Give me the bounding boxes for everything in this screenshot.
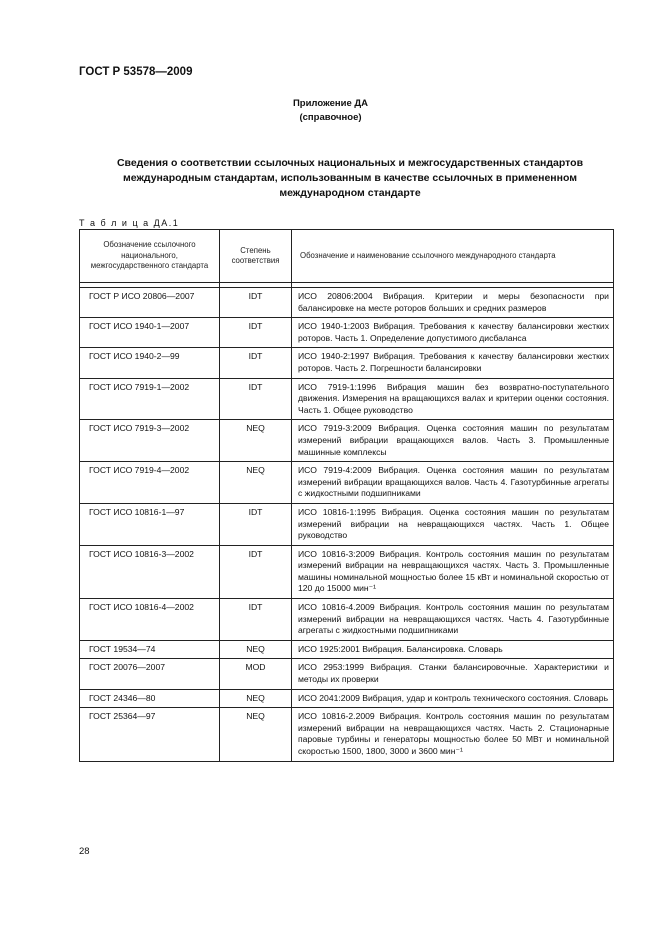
header-national-standard: Обозначение ссылочного национального, межгосударственного стандарта bbox=[80, 230, 220, 283]
national-standard-cell: ГОСТ ИСО 7919-4—2002 bbox=[80, 462, 220, 504]
table-row bbox=[80, 462, 614, 504]
table-label: Т а б л и ц а ДА.1 bbox=[79, 218, 180, 228]
degree-cell: NEQ bbox=[220, 640, 292, 659]
header-degree: Степень соответствия bbox=[220, 230, 292, 283]
appendix-title: Приложение ДА bbox=[292, 98, 369, 109]
table-row bbox=[80, 420, 614, 462]
degree-cell: NEQ bbox=[220, 462, 292, 504]
international-standard-cell: ИСО 2953:1999 Вибрация. Станки балансировочные. Характеристики и методы их проверки bbox=[292, 659, 614, 689]
table-row bbox=[80, 659, 614, 689]
table-header-row bbox=[80, 230, 614, 283]
international-standard-cell: ИСО 7919-4:2009 Вибрация. Оценка состояния машин по результатам измерений вибрации вращающихся валов. Часть 4. Газотурбинные агрегаты с жидкостными подшипниками bbox=[292, 462, 614, 504]
national-standard-cell: ГОСТ 24346—80 bbox=[80, 689, 220, 708]
table-row bbox=[80, 708, 614, 761]
degree-cell: NEQ bbox=[220, 708, 292, 761]
page-number: 28 bbox=[79, 846, 90, 857]
international-standard-cell: ИСО 10816-1:1995 Вибрация. Оценка состояния машин по результатам измерений вибрации на невращающихся частях. Часть 1. Общее руководство bbox=[292, 503, 614, 545]
degree-cell: IDT bbox=[220, 378, 292, 420]
table-row bbox=[80, 599, 614, 641]
national-standard-cell: ГОСТ ИСО 7919-3—2002 bbox=[80, 420, 220, 462]
table-row bbox=[80, 348, 614, 378]
national-standard-cell: ГОСТ ИСО 10816-4—2002 bbox=[80, 599, 220, 641]
degree-cell: IDT bbox=[220, 318, 292, 348]
degree-cell: IDT bbox=[220, 599, 292, 641]
table-row bbox=[80, 318, 614, 348]
correspondence-table bbox=[79, 229, 614, 762]
international-standard-cell: ИСО 7919-1:1996 Вибрация машин без возвратно-поступательного движения. Измерения на вращающихся валах и критерии оценки состояния. Часть 1. Общее руководство bbox=[292, 378, 614, 420]
national-standard-cell: ГОСТ ИСО 1940-1—2007 bbox=[80, 318, 220, 348]
section-title: Сведения о соответствии ссылочных национальных и межгосударственных стандартов международным стандартам, использованным в качестве ссылочных в примененном международном стандарте bbox=[116, 157, 584, 199]
degree-cell: NEQ bbox=[220, 420, 292, 462]
national-standard-cell: ГОСТ 20076—2007 bbox=[80, 659, 220, 689]
degree-cell: IDT bbox=[220, 288, 292, 318]
table-row bbox=[80, 288, 614, 318]
table-row bbox=[80, 640, 614, 659]
table-row bbox=[80, 689, 614, 708]
national-standard-cell: ГОСТ ИСО 10816-1—97 bbox=[80, 503, 220, 545]
international-standard-cell: ИСО 20806:2004 Вибрация. Критерии и меры безопасности при балансировке на месте роторов больших и средних размеров bbox=[292, 288, 614, 318]
national-standard-cell: ГОСТ 25364—97 bbox=[80, 708, 220, 761]
national-standard-cell: ГОСТ Р ИСО 20806—2007 bbox=[80, 288, 220, 318]
table-row bbox=[80, 545, 614, 598]
national-standard-cell: ГОСТ 19534—74 bbox=[80, 640, 220, 659]
international-standard-cell: ИСО 1940-2:1997 Вибрация. Требования к качеству балансировки жестких роторов. Часть 2. Погрешности балансировки bbox=[292, 348, 614, 378]
degree-cell: IDT bbox=[220, 348, 292, 378]
table-row bbox=[80, 503, 614, 545]
header-international-standard: Обозначение и наименование ссылочного международного стандарта bbox=[292, 230, 614, 283]
international-standard-cell: ИСО 10816-4.2009 Вибрация. Контроль состояния машин по результатам измерений вибрации на невращающихся частях. Часть 4. Газотурбинные агрегаты с жидкостными подшипниками bbox=[292, 599, 614, 641]
international-standard-cell: ИСО 2041:2009 Вибрация, удар и контроль технического состояния. Словарь bbox=[292, 689, 614, 708]
national-standard-cell: ГОСТ ИСО 10816-3—2002 bbox=[80, 545, 220, 598]
appendix-heading bbox=[0, 97, 661, 125]
international-standard-cell: ИСО 10816-2.2009 Вибрация. Контроль состояния машин по результатам измерений вибрации на невращающихся частях. Часть 2. Стационарные паровые турбины и генераторы мощностью более 50 МВт и номинальной скоростью 1500, 1800, 3000 и 3600 мин⁻¹ bbox=[292, 708, 614, 761]
international-standard-cell: ИСО 10816-3:2009 Вибрация. Контроль состояния машин по результатам измерений вибрации на невращающихся частях. Часть 3. Промышленные машины номинальной мощностью более 15 кВт и номинальной скоростью от 120 до 15000 мин⁻¹ bbox=[292, 545, 614, 598]
appendix-subtitle: (справочное) bbox=[299, 112, 362, 123]
international-standard-cell: ИСО 1925:2001 Вибрация. Балансировка. Словарь bbox=[292, 640, 614, 659]
international-standard-cell: ИСО 1940-1:2003 Вибрация. Требования к качеству балансировки жестких роторов. Часть 1. Определение допустимого дисбаланса bbox=[292, 318, 614, 348]
national-standard-cell: ГОСТ ИСО 7919-1—2002 bbox=[80, 378, 220, 420]
international-standard-cell: ИСО 7919-3:2009 Вибрация. Оценка состояния машин по результатам измерений вибрации вращающихся валов. Часть 3. Промышленные машинные комплексы bbox=[292, 420, 614, 462]
national-standard-cell: ГОСТ ИСО 1940-2—99 bbox=[80, 348, 220, 378]
degree-cell: MOD bbox=[220, 659, 292, 689]
degree-cell: IDT bbox=[220, 503, 292, 545]
document-code: ГОСТ Р 53578—2009 bbox=[79, 66, 193, 78]
degree-cell: NEQ bbox=[220, 689, 292, 708]
degree-cell: IDT bbox=[220, 545, 292, 598]
table-row bbox=[80, 378, 614, 420]
